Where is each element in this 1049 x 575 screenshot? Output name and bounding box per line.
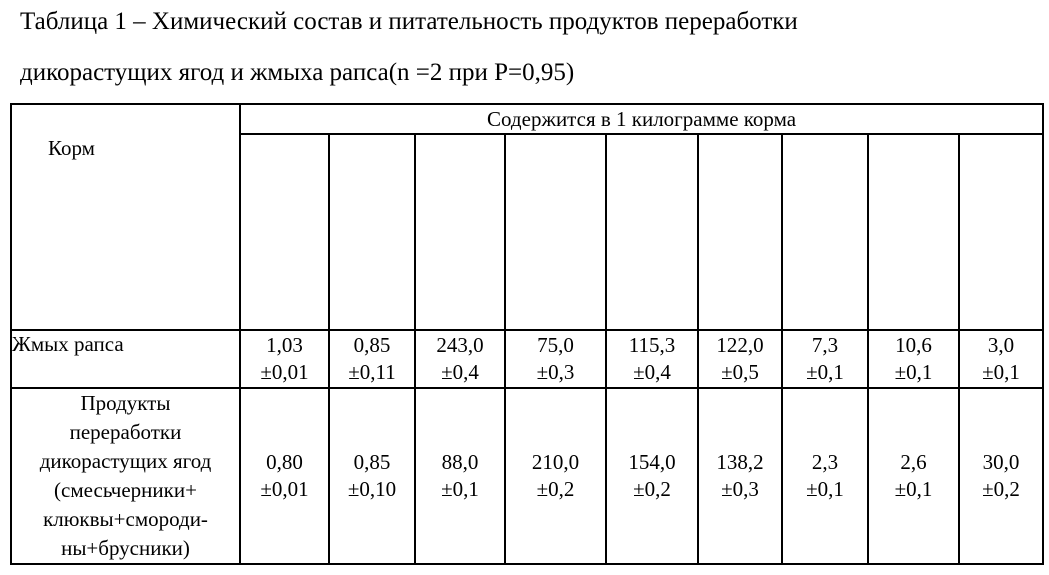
table-caption-line-2: дикорастущих ягод и жмыха рапса(n =2 при P=0,95)	[20, 59, 575, 86]
table-cell: 154,0 ±0,2	[606, 388, 698, 564]
table-row	[11, 388, 1043, 564]
table-cell: 2,6 ±0,1	[868, 388, 959, 564]
column-header-feed-units	[240, 134, 329, 330]
content-group-header: Содержится в 1 килограмме корма	[240, 104, 1043, 134]
table-caption-line-1: Таблица 1 – Химический состав и питательность продуктов переработки	[20, 8, 798, 35]
table-cell: 30,0 ±0,2	[959, 388, 1043, 564]
column-header-carotene	[959, 134, 1043, 330]
table-cell: 122,0 ±0,5	[698, 330, 782, 388]
table-cell: 0,80 ±0,01	[240, 388, 329, 564]
table-cell: 88,0 ±0,1	[415, 388, 505, 564]
column-header-calcium	[782, 134, 868, 330]
row-name-wild-berry-products: Продукты переработки дикорастущих ягод (смесьчерники+ клюквы+смороди- ны+брусники)	[11, 388, 240, 564]
table-cell: 75,0 ±0,3	[505, 330, 606, 388]
table-cell: 0,85 ±0,10	[329, 388, 415, 564]
table-cell: 3,0 ±0,1	[959, 330, 1043, 388]
column-header-sugar	[698, 134, 782, 330]
column-header-phosphorus	[868, 134, 959, 330]
table-cell: 115,3 ±0,4	[606, 330, 698, 388]
column-header-crude-fiber	[505, 134, 606, 330]
table-cell: 0,85 ±0,11	[329, 330, 415, 388]
nutrition-table	[10, 103, 1044, 565]
column-header-crude-fat	[606, 134, 698, 330]
table-cell: 7,3 ±0,1	[782, 330, 868, 388]
table-cell: 1,03 ±0,01	[240, 330, 329, 388]
table-cell: 138,2 ±0,3	[698, 388, 782, 564]
table-cell: 210,0 ±0,2	[505, 388, 606, 564]
table-cell: 2,3 ±0,1	[782, 388, 868, 564]
row-name-rapeseed-cake: Жмых рапса	[11, 330, 240, 388]
column-header-digestible-protein	[415, 134, 505, 330]
feed-header-cell	[11, 104, 240, 330]
feed-header-label: Корм	[48, 136, 95, 160]
table-cell: 10,6 ±0,1	[868, 330, 959, 388]
table-row	[11, 330, 1043, 388]
column-header-dry-matter	[329, 134, 415, 330]
table-cell: 243,0 ±0,4	[415, 330, 505, 388]
